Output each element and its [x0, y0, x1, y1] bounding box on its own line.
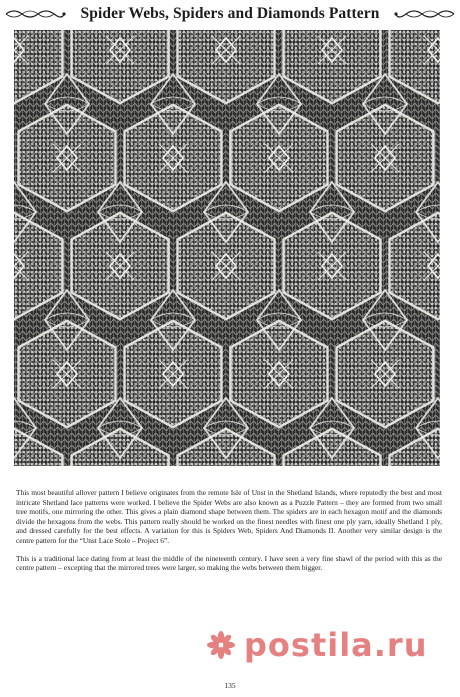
asterisk-flower-icon	[206, 630, 236, 660]
lace-pattern-photo	[14, 30, 440, 466]
paragraph-2: This is a traditional lace dating from at least the middle of the nineteenth century. I have seen a very fine shawl of the period with this as the centre pattern – excepting that the mirrored trees were larger, so making the webs between them bigger.	[16, 553, 442, 573]
body-text	[16, 488, 442, 581]
right-ornament-icon	[394, 8, 456, 20]
left-ornament-icon	[4, 8, 66, 20]
page-header	[0, 2, 460, 28]
watermark-text: postila.ru	[244, 626, 428, 664]
watermark	[206, 626, 427, 664]
page-number: 135	[224, 681, 236, 690]
paragraph-1: This most beautiful allover pattern I believe originates from the remote Isle of Unst in the Shetland Islands, where reputedly the best and most intricate Shetland lace patterns were worked. I believe the Spider Webs are also known as a Puzzle Pattern – they are formed from two small tree motifs, one mirroring the other. This gives a plain diamond shape between them. The spiders are in each hexagon motif and the diamonds divide the hexagons from the webs. This pattern really should be worked on the finest needles with finest one ply yarn, ideally Shetland 1 ply, and dressed carefully for the best effects. A variation for this is Spiders Web, Spiders And Diamonds II. Another very similar design is the centre pattern for the “Unst Lace Stole – Project 6”.	[16, 488, 442, 545]
lace-pattern-image	[14, 30, 440, 466]
page-title: Spider Webs, Spiders and Diamonds Pattern	[80, 5, 380, 22]
